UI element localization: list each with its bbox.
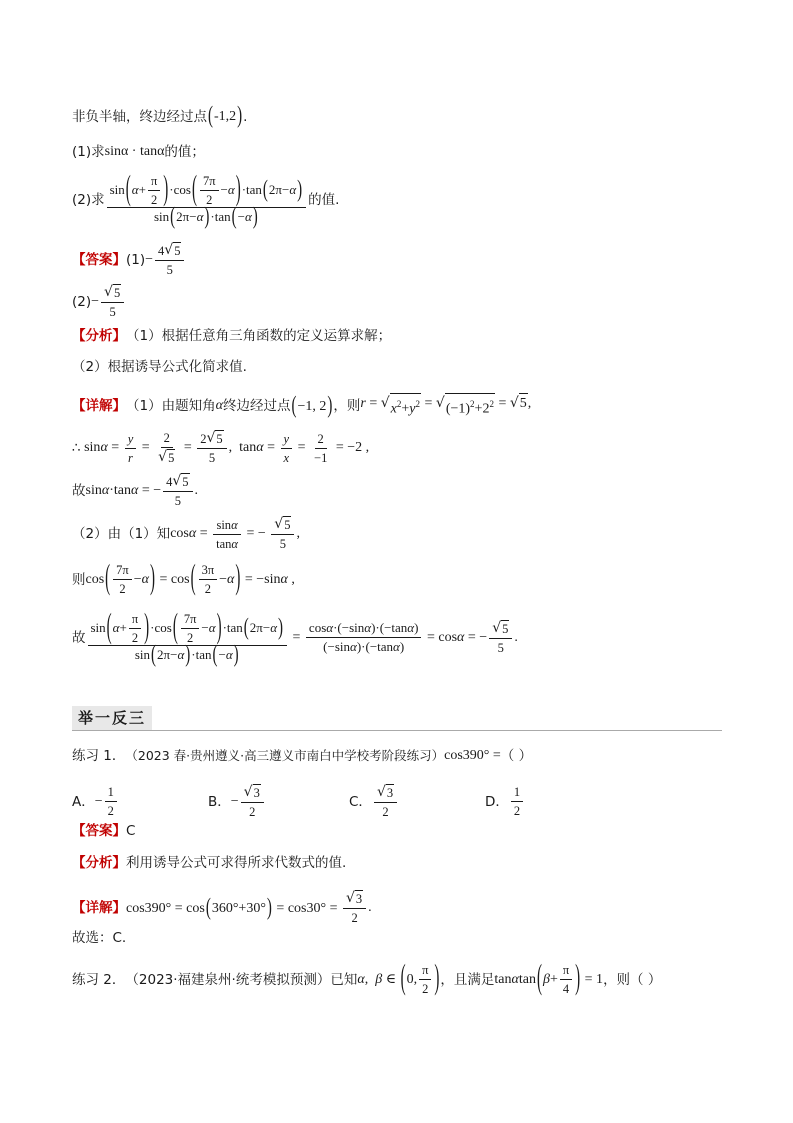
- exercise-1-question: 练习 1． （2023 春·贵州遵义·高三遵义市南白中学校考阶段练习） cos390° = （ ）: [72, 748, 533, 764]
- point-expression: (-1,2): [208, 103, 243, 129]
- answer-part-1: 【答案】 (1) − 4 √ 5 5: [72, 242, 186, 278]
- answer-part-2: (2) − √ 5 5: [72, 284, 126, 320]
- problem-part-1: (1)求 sinα · tanα 的值；: [72, 144, 205, 160]
- option-a: A． − $\frac{1}{2}$: [72, 784, 119, 819]
- analysis-line-1: 【分析】 （1）根据任意角三角函数的定义运算求解；: [72, 328, 392, 344]
- analysis-line-2: （2）根据诱导公式化简求值.: [72, 359, 247, 375]
- section-header: 举一反三: [72, 706, 722, 731]
- detail-line-5: 则 cos( $\frac{7\pi}{2}$ −α) = cos( $\frac{3\pi}{2}$ −α) = −sinα ,: [72, 560, 295, 598]
- detail-line-3: 故 sinα·tanα = − 4 √ 5 5 .: [72, 473, 199, 508]
- exercise-1-conclusion: 故选：C.: [72, 930, 127, 946]
- exercise-1-options: [72, 784, 572, 819]
- exercise-1-analysis: 【分析】 利用诱导公式可求得所求代数式的值.: [72, 855, 347, 871]
- problem-part-2: (2)求 sin ( α + $\frac{\pi}{2}$ ) ·cos ( $\frac{7\pi}{2}$ − α ) ·tan ( 2π− α ) sin ( 2π− α ) ·tan ( − α ) 的值.: [72, 171, 340, 230]
- option-d: D． $\frac{1}{2}$: [485, 784, 525, 819]
- detail-line-6: 故 sin ( α + $\frac{\pi}{2}$ ) ·cos ( $\frac{7\pi}{2}$ − α ) ·tan ( 2π− α ) sin ( 2π− α ) ·tan ( − α ) = cos α ·(−sin α )·(−tan α ) (−sin α )·(−tan α ) = cosα = − √ 5 5 .: [72, 609, 518, 668]
- radius-expression: r = √ $x^2+y^2$ = √ $(-1)^2+2^2$ = √ 5 ,: [360, 393, 531, 420]
- answer-1-fraction: 4 √ 5 5: [155, 242, 184, 278]
- option-b: B． − √ 3 2: [208, 784, 266, 820]
- detail-line-4: （2）由（1）知 cosα = sin α tan α = − √ 5 5 ,: [72, 516, 300, 551]
- exercise-1-answer: 【答案】 C: [72, 823, 136, 839]
- part2-fraction: sin ( α + $\frac{\pi}{2}$ ) ·cos ( $\frac{7\pi}{2}$ − α ) ·tan ( 2π− α ) sin ( 2π− α ) ·tan ( − α ): [107, 174, 307, 225]
- problem-line-1: 非负半轴，终边经过点 (-1,2) .: [72, 103, 248, 129]
- exercise-2-question: 练习 2． （2023·福建泉州·统考模拟预测）已知 α , β ∈ (0, $\frac{\pi}{2}$ ) ，且满足 tanαtan(β+ $\frac{\pi}{4}$ ) = 1 ，则（ ）: [72, 960, 662, 998]
- option-c: C． √ 3 2: [349, 784, 399, 820]
- detail-line-2: ∴ sinα = $\frac{y}{r}$ = 2 √ 5 = 2 √ 5 5 , tanα = $\frac{y}{x}$ = $\frac{2}{-1}$ = −2 ,: [72, 430, 370, 465]
- answer-2-fraction: √ 5 5: [101, 284, 124, 320]
- detail-line-1: 【详解】 （1）由题知角 α 终边经过点 (−1, 2) ，则 r = √ $x^2+y^2$ = √ $(-1)^2+2^2$ = √ 5 ,: [72, 393, 532, 419]
- exercise-1-detail: 【详解】 cos390° = cos(360°+30°) = cos30° = √ 3 2 .: [72, 890, 372, 925]
